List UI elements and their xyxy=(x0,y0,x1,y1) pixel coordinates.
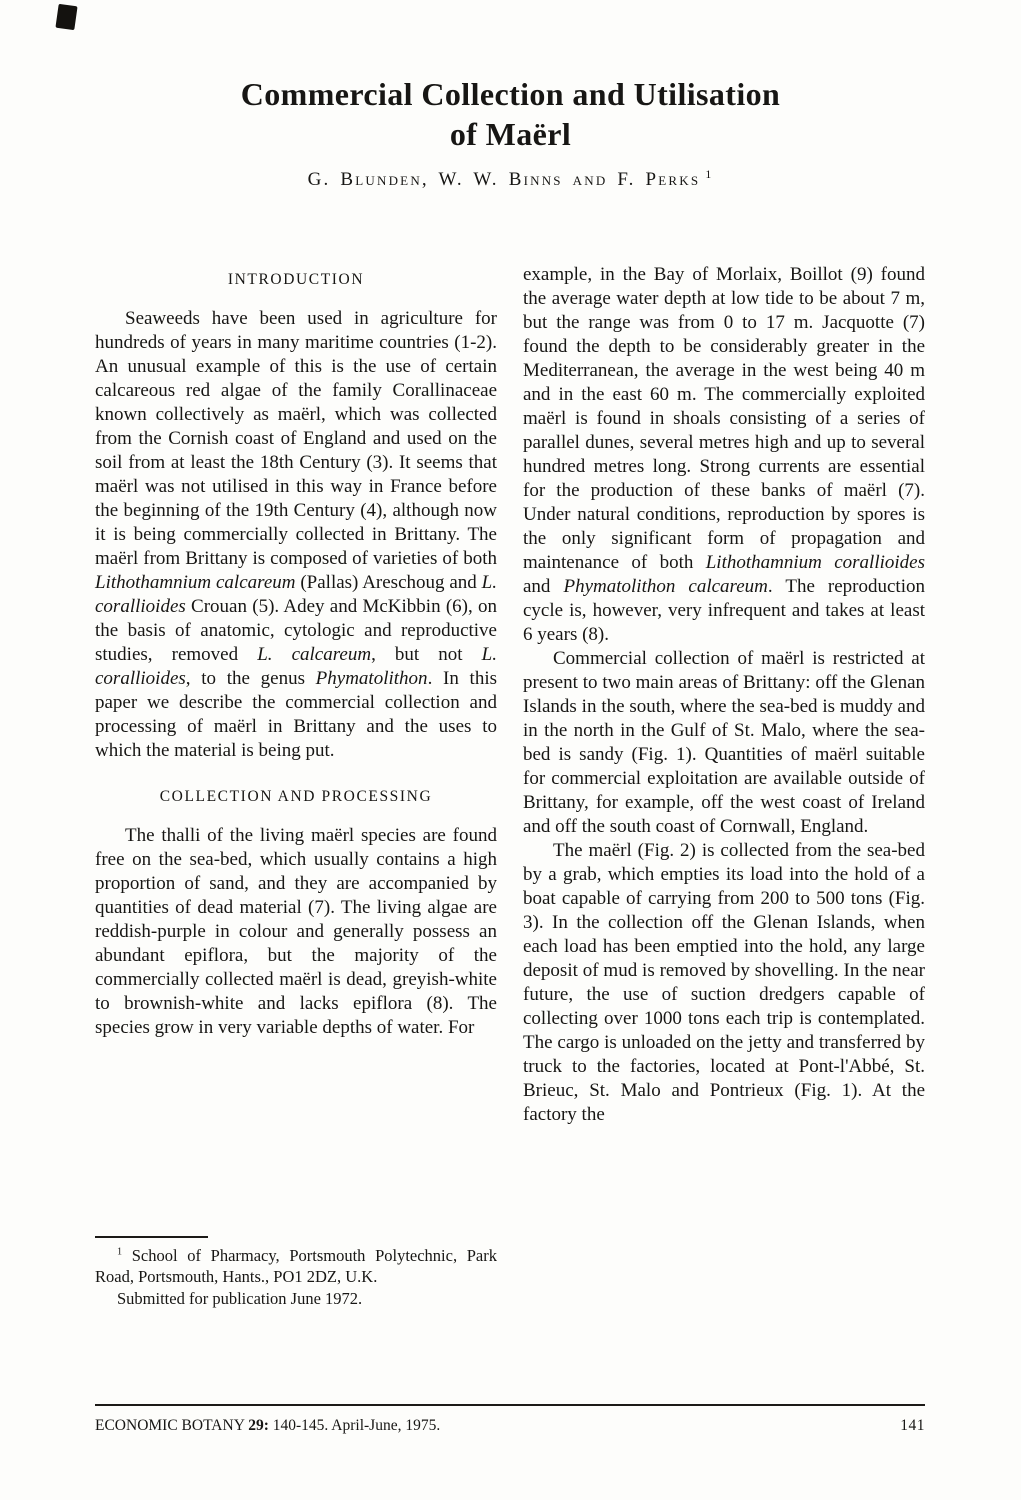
author-names: G. Blunden, W. W. Binns and F. Perks xyxy=(307,169,701,190)
section-heading-collection-and-processing: COLLECTION AND PROCESSING xyxy=(159,788,433,805)
footnote-affiliation: $^1$ School of Pharmacy, Portsmouth Polytechnic, Park Road, Portsmouth, Hants., PO1 2DZ, U.K. xyxy=(95,1245,497,1286)
collection-paragraph: The thalli of the living maërl species are found free on the sea-bed, which usually contains a high proportion of sand, and they are accompanied by quantities of dead material (7). The living algae are reddish-purple in colour and generally possess an abundant epiflora, but the majority of the commercially collected maërl is dead, greyish-white to brownish-white and lacks epiflora (8). The species grow in very variable depths of water. For xyxy=(95,825,497,1038)
page-footer xyxy=(95,1404,925,1435)
paragraph-depths-and-banks: example, in the Bay of Morlaix, Boillot (9) found the average water depth at low tide to be about 7 m, but the range was from 0 to 17 m. Jacquotte (7) found the depth to be considerably greater in the Mediterranean, the average in the west being 40 m and in the east 60 m. The commercially exploited maërl is found in shoals consisting of a series of parallel dunes, several metres high and up to several hundred metres long. Strong currents are essential for the production of these banks of maërl (7). Under natural conditions, reproduction by spores is the only significant form of propagation and maintenance of both Lithothamnium corallioides and Phymatolithon calcareum. The reproduction cycle is, however, very infrequent and takes at least 6 years (8). xyxy=(523,264,925,645)
paragraph-collection-method: The maërl (Fig. 2) is collected from the sea-bed by a grab, which empties its load into the hold of a boat capable of carrying from 200 to 500 tons (Fig. 3). In the collection off the Glenan Islands, when each load has been emptied into the hold, any large deposit of mud is removed by shovelling. In the near future, the use of suction dredgers capable of collecting over 1000 tons each trip is contemplated. The cargo is unloaded on the jetty and transferred by truck to the factories, located at Pont-l'Abbé, St. Brieuc, St. Malo and Pontrieux (Fig. 1). At the factory the xyxy=(523,840,925,1125)
footnote-rule xyxy=(95,1236,208,1238)
section-heading-introduction: INTRODUCTION xyxy=(227,271,365,288)
footer-journal-line: ECONOMIC BOTANY 29: 140-145. April-June, 1975. xyxy=(95,1417,441,1434)
left-column xyxy=(95,263,497,1309)
paper-title xyxy=(0,74,1021,154)
authors-line xyxy=(0,169,1021,191)
footnote-submission: Submitted for publication June 1972. xyxy=(117,1288,363,1308)
title-line-1: Commercial Collection and Utilisation xyxy=(240,76,781,112)
author-footnote-mark: 1 xyxy=(705,167,714,181)
introduction-paragraph: Seaweeds have been used in agriculture for hundreds of years in many maritime countries (1-2). An unusual example of this is the use of certain calcareous red algae of the family Corallinaceae known collectively as maërl, which was collected from the Cornish coast of England and used on the soil from at least the 18th Century (3). It seems that maërl was not utilised in this way in France before the beginning of the 19th Century (4), although now it is being commercially collected in Brittany. The maërl from Brittany is composed of varieties of both Lithothamnium calcareum (Pallas) Areschoug and L. corallioides Crouan (5). Adey and McKibbin (6), on the basis of anatomic, cytologic and reproductive studies, removed L. calcareum, but not L. corallioides, to the genus Phymatolithon. In this paper we describe the commercial collection and processing of maërl in Brittany and the uses to which the material is being put. xyxy=(95,308,497,761)
right-column xyxy=(523,263,925,1309)
footer-page-number: 141 xyxy=(900,1417,925,1434)
paragraph-collection-areas: Commercial collection of maërl is restricted at present to two main areas of Brittany: off the Glenan Islands in the south, where the sea-bed is muddy and in the north in the Gulf of St. Malo, where the sea-bed is sandy (Fig. 1). Quantities of maërl suitable for commercial exploitation are available outside of Brittany, for example, off the west coast of Ireland and off the south coast of Cornwall, England. xyxy=(523,648,925,837)
two-column-body xyxy=(95,263,925,1309)
footnote xyxy=(95,1236,497,1310)
paper-header xyxy=(0,0,1021,191)
title-line-2: of Maërl xyxy=(449,116,572,152)
scan-artifact xyxy=(55,4,77,30)
